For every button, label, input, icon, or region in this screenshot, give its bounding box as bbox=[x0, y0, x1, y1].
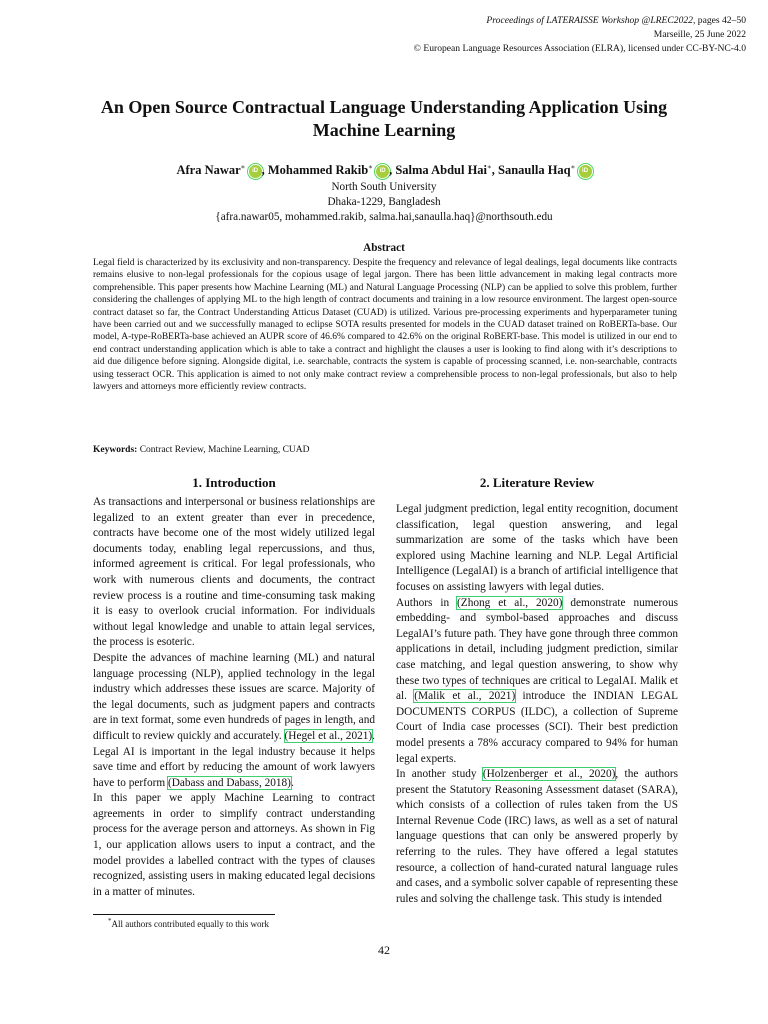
section-heading-introduction: 1. Introduction bbox=[192, 475, 276, 490]
intro-text: Despite the advances of machine learning (ML) and natural language processing (NLP), applied technology in the legal industry which addresses these issues are scarce. Majority of the legal documents, such as judgment papers and contracts are in text format, some even hundreds of pages in length, and difficult to review quickly and accurately. bbox=[93, 651, 375, 742]
citation-link[interactable]: (Zhong et al., 2020) bbox=[457, 596, 563, 609]
abstract-heading: Abstract bbox=[363, 242, 405, 254]
page-range: , pages 42–50 bbox=[692, 15, 746, 26]
orcid-icon[interactable]: iD bbox=[376, 165, 389, 178]
author-mark: ∗ bbox=[487, 163, 492, 171]
intro-paragraph-3: In this paper we apply Machine Learning to contract agreements in order to simplify contract understanding process for the average person and attorneys. As shown in Fig 1, our application allows users to input a contract, and the model provides a labelled contract with the types of clauses recognized, assisting users in making educated legal decisions in a matter of minutes. bbox=[93, 792, 375, 898]
title-line-1: An Open Source Contractual Language Understanding Application Using bbox=[100, 97, 668, 117]
proceedings-header bbox=[414, 14, 746, 56]
author-name: Afra Nawar bbox=[176, 163, 241, 178]
footnote-mark: * bbox=[108, 917, 112, 925]
section-heading-literature-review: 2. Literature Review bbox=[479, 475, 595, 490]
lit-paragraph-2 bbox=[396, 596, 678, 768]
citation-link[interactable]: (Holzenberger et al., 2020) bbox=[482, 768, 616, 781]
orcid-icon[interactable]: iD bbox=[249, 165, 262, 178]
author-mark: ∗ bbox=[240, 163, 246, 171]
keywords-text: Contract Review, Machine Learning, CUAD bbox=[137, 445, 310, 455]
venue-name: Proceedings of LATERAISSE Workshop @LREC2022 bbox=[486, 15, 693, 26]
intro-text: . Legal AI is important in the legal industry because it helps save time and effort by reducing the amount of work lawyers have to perform bbox=[93, 729, 375, 789]
license-line: © European Language Resources Association (ELRA), licensed under CC-BY-NC-4.0 bbox=[413, 43, 746, 54]
lit-text: demonstrate numerous embedding- and symbol-based approaches and discuss LegalAI’s future path. They have gone through three common applications in detail, including judgment prediction, similar case matching, and legal question answering, to show why these two types of techniques are critical to LegalAI. Malik et al. bbox=[396, 596, 678, 703]
footnote-text: All authors contributed equally to this work bbox=[111, 919, 269, 929]
lit-text: , the authors present the Statutory Reasoning Assessment dataset (SARA), which consists of a collection of rules taken from the US Internal Revenue Code (IRC) laws, as well as a set of natural language questions that can only be answered properly by referring to the rules. They have offered a legal statutes resource, a collection of hand-curated natural language rules and cases, and a symbolic solver capable of representing these rules and solving the challenge task. This study is intended bbox=[396, 768, 678, 905]
lit-paragraph-1: Legal judgment prediction, legal entity recognition, document classification, legal question answering, and legal summarization are some of the tasks which have been explored using Machine learning and NLP. Legal Artificial Intelligence (LegalAI) is a branch of artificial intelligence that focuses on assisting lawyers with legal duties. bbox=[396, 503, 678, 593]
page-number: 42 bbox=[378, 943, 390, 957]
footnote-rule bbox=[93, 914, 275, 915]
literature-review-column bbox=[396, 502, 678, 907]
institution: North South University bbox=[331, 181, 437, 193]
orcid-icon[interactable]: iD bbox=[579, 165, 592, 178]
lit-paragraph-3 bbox=[396, 767, 678, 907]
paper-title bbox=[60, 96, 708, 142]
citation-link[interactable]: (Dabass and Dabass, 2018) bbox=[167, 776, 291, 789]
title-line-2: Machine Learning bbox=[312, 120, 456, 140]
lit-text: Authors in bbox=[396, 596, 458, 609]
intro-paragraph-2 bbox=[93, 651, 375, 791]
lit-text: introduce the INDIAN LEGAL DOCUMENTS CORPUS (ILDC), a collection of Supreme Court of India case processes (SCI). Their best prediction model presents a 78% accuracy compared to 94% for human legal experts. bbox=[396, 690, 679, 765]
author-name: Salma Abdul Hai bbox=[395, 163, 488, 178]
citation-link[interactable]: (Hegel et al., 2021) bbox=[284, 729, 373, 742]
author-name: Mohammed Rakib bbox=[267, 163, 369, 178]
location-date: Marseille, 25 June 2022 bbox=[653, 29, 746, 40]
author-mark: ∗ bbox=[570, 163, 576, 171]
abstract-text: Legal field is characterized by its exclusivity and non-transparency. Despite the frequency and relevance of legal dealings, legal documents like contracts remains elusive to non-legal professionals for the copious usage of legal jargon. There has been little advancement in making legal contracts more comprehensible. This paper presents how Machine Learning (ML) and Natural Language Processing (NLP) can be applied to solve this problem, further considering the challenges of applying ML to the high length of contract documents and training in a low resource environment. The largest open-source contract dataset so far, the Contract Understanding Atticus Dataset (CUAD) is utilized. Various pre-processing experiments and hyperparameter tuning have been carried out and we successfully managed to eclipse SOTA results presented for models in the CUAD dataset trained on RoBERTa-base. Our model, A-type-RoBERTa-base achieved an AUPR score of 46.6% compared to 42.6% on the original RoBERT-base. This model is utilized in our end to end contract understanding application which is able to take a contract and highlight the clauses a user is looking to find along with it’s descriptions to aid due diligence before signing. Alongside digital, i.e. searchable, contracts the system is capable of processing scanned, i.e. non-searchable, contracts using tesseract OCR. This application is aimed to not only make contract review a comprehensible process to non-legal professionals, but also to help lawyers and attorneys more efficiently review contracts. bbox=[93, 258, 677, 393]
keywords bbox=[93, 445, 677, 455]
emails: {afra.nawar05, mohammed.rakib, salma.hai,sanaulla.haq}@northsouth.edu bbox=[215, 211, 553, 223]
intro-text: . bbox=[290, 776, 294, 789]
author-list: Afra Nawar∗ iD , Mohammed Rakib∗ iD , Salma Abdul Hai∗, Sanaulla Haq∗ iD bbox=[40, 163, 728, 178]
keywords-label: Keywords: bbox=[93, 445, 138, 455]
author-name: Sanaulla Haq bbox=[498, 163, 571, 178]
address: Dhaka-1229, Bangladesh bbox=[327, 196, 441, 208]
affiliation bbox=[40, 180, 728, 225]
introduction-column bbox=[93, 495, 375, 900]
intro-paragraph-1: As transactions and interpersonal or business relationships are legalized to an extent greater than ever in precedence, contracts have become one of the most widely utilized legal documents today, enabling legal repercussions, and thus, informed agreement is critical. For legal professionals, who work with numerous clients and documents, the contract review process is a routine and time-consuming task making it is easy to overlook crucial information. For individuals without legal knowledge and unable to attain legal services, the process is esoteric. bbox=[93, 496, 375, 649]
footnote bbox=[108, 917, 269, 929]
lit-text: In another study bbox=[396, 768, 483, 781]
citation-link[interactable]: (Malik et al., 2021) bbox=[414, 690, 516, 703]
author-mark: ∗ bbox=[368, 163, 373, 171]
